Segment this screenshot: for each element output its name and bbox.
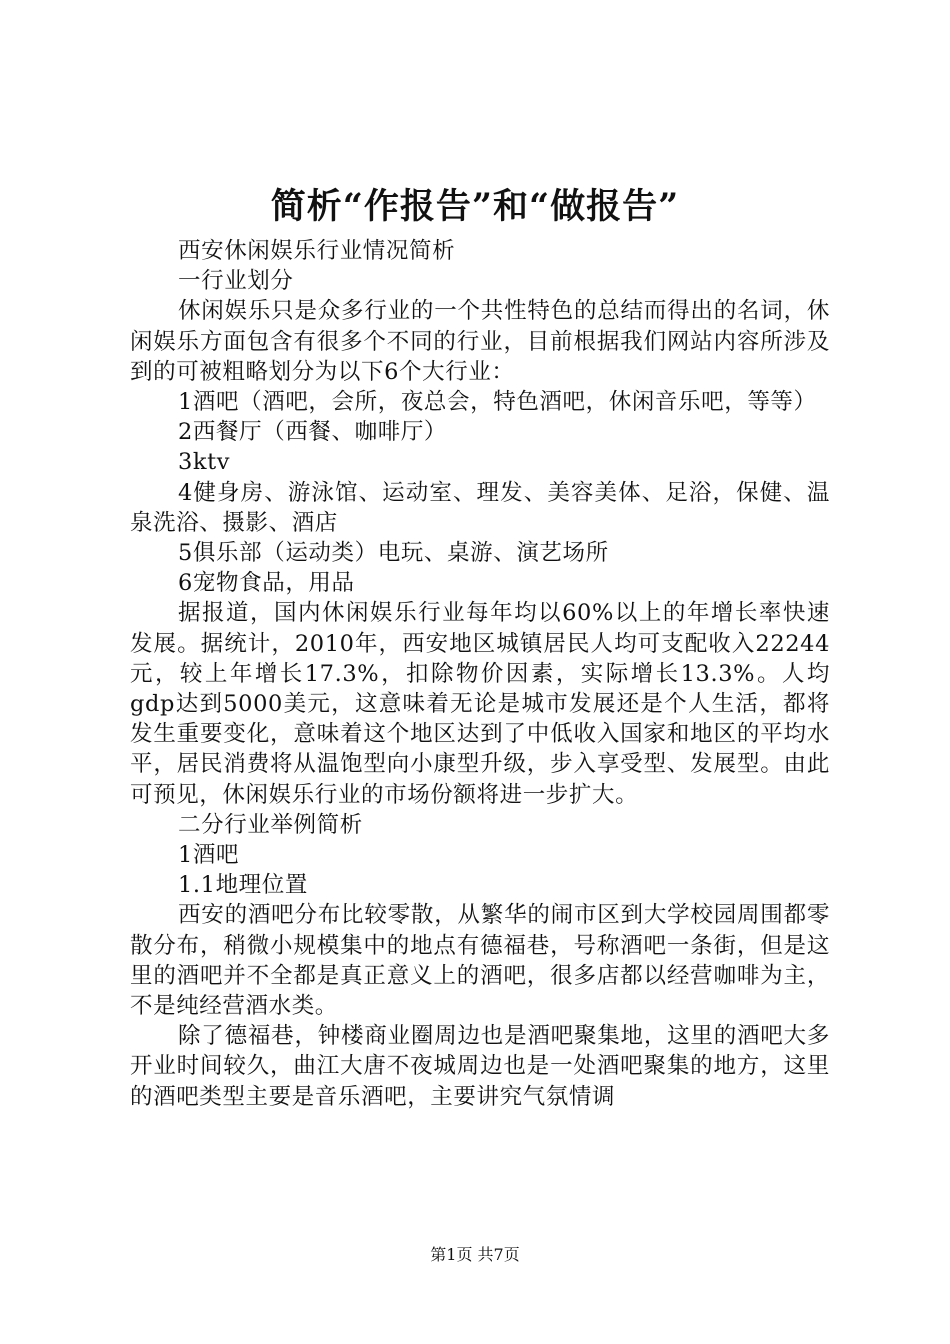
document-title: 简析“作报告”和“做报告” <box>270 186 680 227</box>
page-footer: 第1页 共7页 <box>430 1245 520 1264</box>
list-item: 6宠物食品，用品 <box>178 570 355 597</box>
body-paragraph: 据报道，国内休闲娱乐行业每年均以60%以上的年增长率快速发展。据统计，2010年，西安地区城镇居民人均可支配收入22244元，较上年增长17.3%，扣除物价因素，实际增长13.3%。人均gdp达到5000美元，这意味着无论是城市发展还是个人生活，都将发生重要变化，意味着这个地区达到了中低收入国家和地区的平均水平，居民消费将从温饱型向小康型升级，步入享受型、发展型。由此可预见，休闲娱乐行业的市场份额将进一步扩大。 <box>130 600 830 808</box>
list-item: 1酒吧（酒吧，会所，夜总会，特色酒吧，休闲音乐吧，等等） <box>178 389 817 416</box>
document-body <box>130 236 830 1112</box>
list-item: 5俱乐部（运动类）电玩、桌游、演艺场所 <box>178 540 609 567</box>
list-item: 3ktv <box>178 449 231 476</box>
section-heading: 一行业划分 <box>178 268 294 295</box>
body-paragraph: 西安的酒吧分布比较零散，从繁华的闹市区到大学校园周围都零散分布，稍微小规模集中的地点有德福巷，号称酒吧一条街，但是这里的酒吧并不全都是真正意义上的酒吧，很多店都以经营咖啡为主，不是纯经营酒水类。 <box>130 902 830 1020</box>
list-item: 4健身房、游泳馆、运动室、理发、美容美体、足浴，保健、温泉洗浴、摄影、酒店 <box>130 479 830 536</box>
body-paragraph: 休闲娱乐只是众多行业的一个共性特色的总结而得出的名词，休闲娱乐方面包含有很多个不同的行业，目前根据我们网站内容所涉及到的可被粗略划分为以下6个大行业： <box>130 298 830 385</box>
subsection-heading: 1酒吧 <box>178 842 240 869</box>
list-item: 2西餐厅（西餐、咖啡厅） <box>178 419 448 446</box>
subtitle-paragraph: 西安休闲娱乐行业情况简析 <box>178 238 456 264</box>
section-heading: 二分行业举例简析 <box>178 811 363 838</box>
subsection-heading: 1.1地理位置 <box>178 872 308 899</box>
body-paragraph: 除了德福巷，钟楼商业圈周边也是酒吧聚集地，这里的酒吧大多开业时间较久，曲江大唐不夜城周边也是一处酒吧聚集的地方，这里的酒吧类型主要是音乐酒吧，主要讲究气氛情调 <box>130 1023 830 1110</box>
